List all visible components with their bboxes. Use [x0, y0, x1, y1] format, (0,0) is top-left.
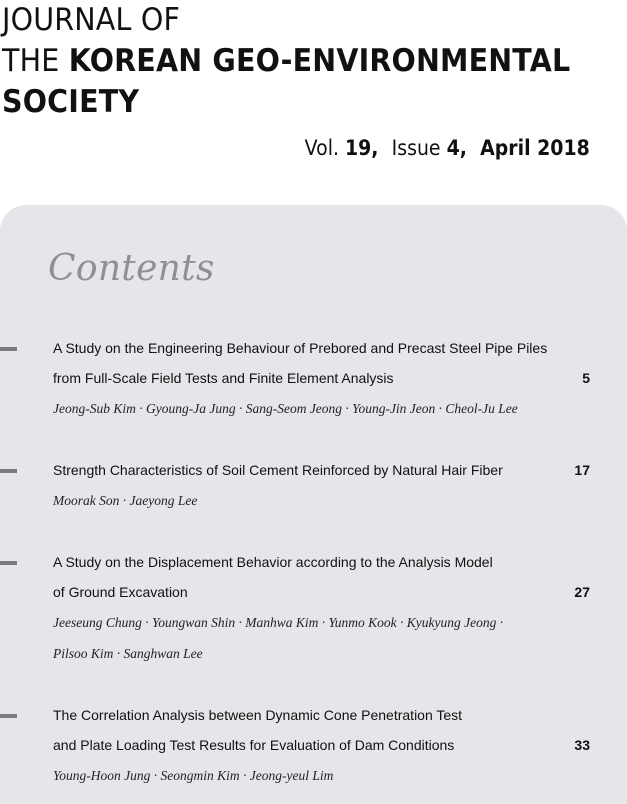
entry-marker — [0, 561, 17, 565]
article-authors: Jeong-Sub Kim · Gyoung-Ja Jung · Sang-Seom Jeong · Young-Jin Jeon · Cheol-Ju Lee — [53, 401, 518, 416]
article-title[interactable]: A Study on the Engineering Behaviour of Prebored and Precast Steel Pipe Piles — [53, 340, 548, 356]
article-title[interactable]: from Full-Scale Field Tests and Finite Element Analysis — [53, 370, 394, 386]
page-number[interactable]: 5 — [582, 370, 590, 386]
article-title[interactable]: and Plate Loading Test Results for Evaluation of Dam Conditions — [53, 737, 455, 753]
journal-title-line-3: SOCIETY — [2, 84, 140, 120]
entry-marker — [0, 347, 17, 351]
volume-number: 19, — [345, 136, 379, 160]
article-title[interactable]: of Ground Excavation — [53, 584, 188, 600]
article-title[interactable]: Strength Characteristics of Soil Cement Reinforced by Natural Hair Fiber — [53, 462, 503, 478]
issue-number: 4, — [446, 136, 468, 160]
issue-label: Issue — [391, 136, 441, 160]
entry-marker — [0, 714, 17, 718]
volume-label: Vol. — [304, 136, 340, 160]
journal-title-prefix: THE — [2, 43, 60, 79]
article-authors: Jeeseung Chung · Youngwan Shin · Manhwa Kim · Yunmo Kook · Kyukyung Jeong · — [53, 615, 504, 630]
issue-date: April 2018 — [480, 136, 590, 160]
journal-title-society-name: KOREAN GEO-ENVIRONMENTAL — [68, 43, 571, 79]
page-number[interactable]: 27 — [574, 584, 590, 600]
page-number[interactable]: 33 — [574, 737, 590, 753]
contents-heading: Contents — [48, 248, 215, 289]
article-authors: Pilsoo Kim · Sanghwan Lee — [53, 646, 203, 661]
journal-masthead — [2, 0, 620, 123]
article-title[interactable]: A Study on the Displacement Behavior according to the Analysis Model — [53, 554, 493, 570]
article-authors: Young-Hoon Jung · Seongmin Kim · Jeong-yeul Lim — [53, 768, 334, 783]
issue-info — [305, 136, 590, 160]
journal-title-line-1: JOURNAL OF — [2, 2, 181, 38]
page-number[interactable]: 17 — [574, 462, 590, 478]
article-title[interactable]: The Correlation Analysis between Dynamic Cone Penetration Test — [53, 707, 463, 723]
article-authors: Moorak Son · Jaeyong Lee — [53, 493, 198, 508]
journal-title-line-2 — [2, 41, 570, 82]
entry-marker — [0, 469, 17, 473]
